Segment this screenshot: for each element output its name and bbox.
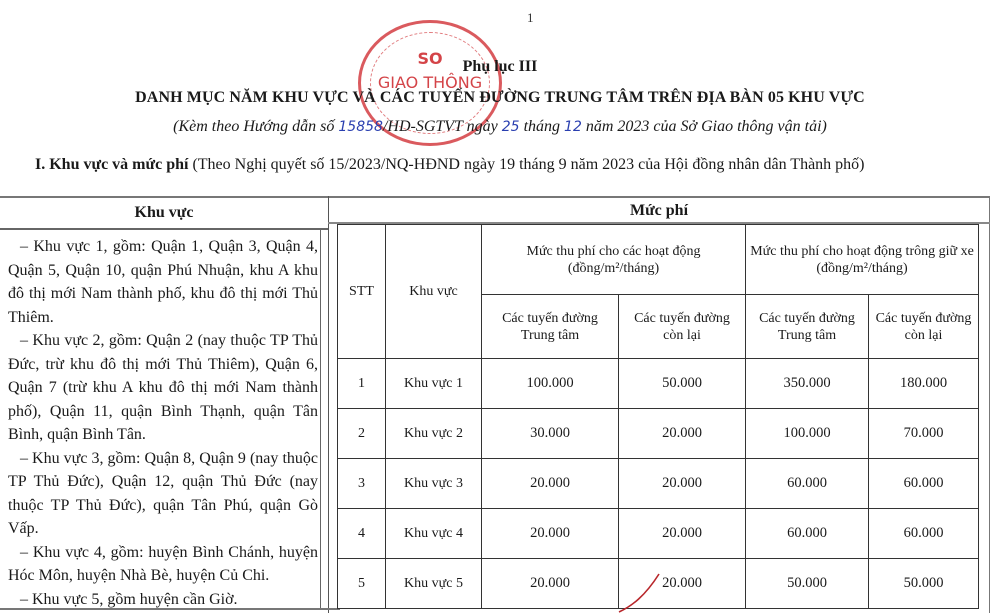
cell-parking-other: 60.000 xyxy=(869,459,979,509)
cell-area: Khu vực 2 xyxy=(386,409,482,459)
region-description-4: – Khu vực 4, gồm: huyện Bình Chánh, huyện Hóc Môn, huyện Nhà Bè, huyện Củ Chi. xyxy=(8,543,318,584)
handwritten-day: 25 xyxy=(501,119,520,135)
cell-stt: 3 xyxy=(338,459,386,509)
table-row xyxy=(338,559,979,609)
section-heading xyxy=(35,156,865,174)
left-header-divider xyxy=(0,228,328,230)
attach-suffix: năm 2023 của Sở Giao thông vận tải) xyxy=(581,118,827,135)
cell-parking-central: 60.000 xyxy=(746,509,869,559)
cell-parking-other: 70.000 xyxy=(869,409,979,459)
cell-activity-central: 30.000 xyxy=(482,409,619,459)
region-description-3: – Khu vực 3, gồm: Quận 8, Quận 9 (nay thuộc TP Thủ Đức), Quận 12, quận Thủ Đức (nay thuộc TP Thủ Đức), quận Tân Phú, quận Gò Vấp. xyxy=(8,449,318,537)
column-header-khu-vuc: Khu vực xyxy=(134,204,194,221)
cell-stt: 5 xyxy=(338,559,386,609)
cell-activity-other: 20.000 xyxy=(619,559,746,609)
attachment-reference xyxy=(0,118,1000,136)
section-note: (Theo Nghị quyết số 15/2023/NQ-HĐND ngày 19 tháng 9 năm 2023 của Hội đồng nhân dân Thành phố) xyxy=(188,156,865,173)
cell-activity-central: 100.000 xyxy=(482,359,619,409)
region-description-1: – Khu vực 1, gồm: Quận 1, Quận 3, Quận 4, Quận 5, Quận 10, quận Phú Nhuận, khu A khu đô thị mới Nam thành phố, khu đô thị mới Thủ Thiêm. xyxy=(8,238,318,326)
cell-area: Khu vực 3 xyxy=(386,459,482,509)
cell-area: Khu vực 5 xyxy=(386,559,482,609)
cell-stt: 1 xyxy=(338,359,386,409)
document-title: DANH MỤC NĂM KHU VỰC VÀ CÁC TUYẾN ĐƯỜNG TRUNG TÂM TRÊN ĐỊA BÀN 05 KHU VỰC xyxy=(135,89,865,106)
outer-column-divider xyxy=(328,196,329,613)
cell-activity-central: 20.000 xyxy=(482,509,619,559)
handwritten-doc-number: 15858 xyxy=(338,119,383,135)
header-stt: STT xyxy=(338,225,386,359)
header-parking-central: Các tuyến đường Trung tâm xyxy=(746,295,869,359)
stamp-text-line1: SO xyxy=(417,49,443,68)
cell-activity-other: 20.000 xyxy=(619,459,746,509)
cell-parking-central: 100.000 xyxy=(746,409,869,459)
region-description-5: – Khu vực 5, gồm huyện cần Giờ. xyxy=(20,590,238,608)
cell-stt: 4 xyxy=(338,509,386,559)
cell-stt: 2 xyxy=(338,409,386,459)
region-description-list xyxy=(8,235,318,611)
cell-parking-central: 60.000 xyxy=(746,459,869,509)
fee-table xyxy=(337,224,979,609)
handwritten-month: 12 xyxy=(564,119,582,135)
cell-parking-other: 60.000 xyxy=(869,509,979,559)
cell-activity-central: 20.000 xyxy=(482,459,619,509)
cell-activity-central: 20.000 xyxy=(482,559,619,609)
cell-parking-central: 350.000 xyxy=(746,359,869,409)
table-row xyxy=(338,509,979,559)
attach-mid1: /HD-SGTVT ngày xyxy=(382,118,502,135)
page-number: 1 xyxy=(527,10,534,25)
cell-area: Khu vực 1 xyxy=(386,359,482,409)
header-parking-other: Các tuyến đường còn lại xyxy=(869,295,979,359)
cell-activity-other: 50.000 xyxy=(619,359,746,409)
attach-mid2: tháng xyxy=(519,118,565,135)
table-row xyxy=(338,459,979,509)
section-label: I. Khu vực và mức phí xyxy=(35,156,189,173)
region-description-2: – Khu vực 2, gồm: Quận 2 (nay thuộc TP Thủ Đức, trừ khu đô thị mới Thủ Thiêm), Quận 6, Quận 7 (trừ khu A khu đô thị mới Nam thành phố), Quận 11, quận Bình Thạnh, quận Tân Bình, quận Bình Tân. xyxy=(8,332,318,443)
header-activity-central: Các tuyến đường Trung tâm xyxy=(482,295,619,359)
column-header-muc-phi: Mức phí xyxy=(629,202,689,219)
header-activity-fee: Mức thu phí cho các hoạt động (đồng/m²/tháng) xyxy=(482,225,746,295)
cell-activity-other: 20.000 xyxy=(619,509,746,559)
cell-parking-other: 50.000 xyxy=(869,559,979,609)
appendix-title: Phụ lục III xyxy=(462,58,538,75)
cell-parking-central: 50.000 xyxy=(746,559,869,609)
header-parking-fee: Mức thu phí cho hoạt động trông giữ xe (đồng/m²/tháng) xyxy=(746,225,979,295)
table-row xyxy=(338,409,979,459)
cell-parking-other: 180.000 xyxy=(869,359,979,409)
attach-prefix: (Kèm theo Hướng dẫn số xyxy=(173,118,339,135)
table-row xyxy=(338,359,979,409)
header-activity-other: Các tuyến đường còn lại xyxy=(619,295,746,359)
header-area: Khu vực xyxy=(386,225,482,359)
stamp-text-line2: GIAO THÔNG xyxy=(377,73,483,92)
cell-area: Khu vực 4 xyxy=(386,509,482,559)
cell-activity-other: 20.000 xyxy=(619,409,746,459)
fee-table-header-row-1 xyxy=(338,225,979,295)
left-box-border xyxy=(320,228,321,608)
